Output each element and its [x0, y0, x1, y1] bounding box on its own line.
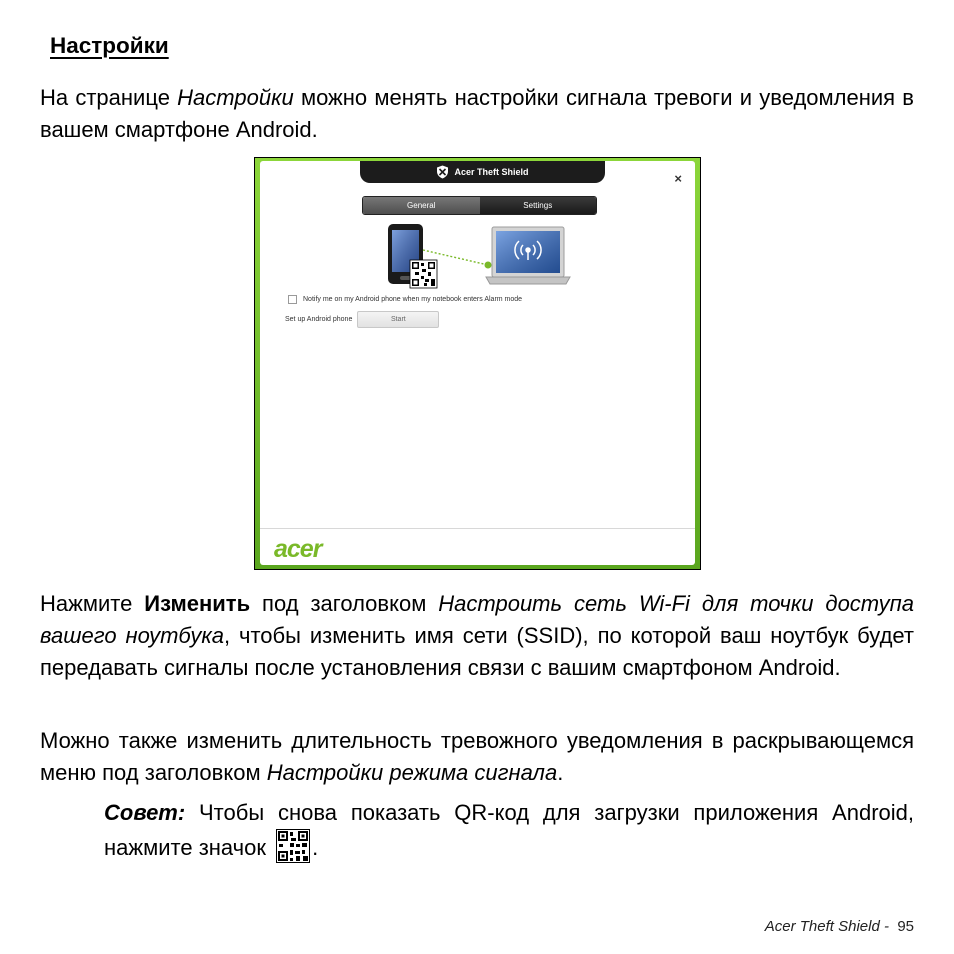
window-titlebar — [360, 161, 605, 183]
text-run: , чтобы изменить имя сети (SSID), по которой ваш ноутбук будет передавать сигналы после установления связи с вашим смартфоном Android. — [40, 623, 914, 680]
app-window — [260, 161, 695, 565]
text-run: можно менять настройки сигнала тревоги и уведомления в вашем смартфоне Android. — [40, 85, 914, 142]
tip-label: Совет: — [104, 800, 186, 825]
tab-bar — [362, 196, 597, 215]
italic-term: Настройки — [177, 85, 294, 110]
notify-checkbox[interactable] — [288, 295, 297, 304]
setup-label: Set up Android phone — [285, 316, 353, 323]
start-button[interactable]: Start — [357, 311, 439, 328]
page-footer — [765, 918, 914, 935]
alarm-duration-paragraph — [40, 725, 914, 789]
text-run: под заголовком — [250, 591, 439, 616]
notify-label: Notify me on my Android phone when my notebook enters Alarm mode — [303, 296, 523, 303]
tab-settings[interactable]: Settings — [480, 197, 597, 214]
shield-icon — [436, 165, 449, 179]
window-title: Acer Theft Shield — [454, 167, 529, 177]
notify-option-row — [288, 295, 522, 304]
italic-term: Настройки режима сигнала — [266, 760, 558, 785]
qr-code-icon — [276, 829, 310, 863]
tip-note — [104, 797, 914, 864]
edit-ssid-paragraph — [40, 588, 914, 684]
page-number: 95 — [897, 918, 914, 935]
setup-android-row — [285, 311, 439, 328]
italic-term: Настроить сеть Wi-Fi для точки доступа вашего ноутбука — [40, 591, 914, 648]
settings-window-screenshot — [254, 157, 701, 570]
tab-general[interactable]: General — [363, 197, 480, 214]
text-run: Можно также изменить длительность тревожного уведомления в раскрывающемся меню под заголовком — [40, 728, 914, 785]
page-heading: Настройки — [50, 33, 169, 58]
phone-laptop-illustration — [386, 223, 571, 293]
acer-logo: acer — [274, 535, 322, 563]
text-run: На странице — [40, 85, 178, 110]
tip-text: Чтобы снова показать QR-код для загрузки приложения Android, нажмите значок — [104, 800, 914, 860]
footer-section: Acer Theft Shield - — [764, 918, 889, 935]
close-icon[interactable]: × — [674, 171, 682, 186]
text-run: Нажмите — [40, 591, 145, 616]
tip-end: . — [312, 835, 319, 860]
text-run: . — [557, 760, 564, 785]
qr-code-icon — [410, 260, 437, 288]
intro-paragraph — [40, 82, 914, 146]
footer-divider — [260, 528, 695, 529]
bold-term: Изменить — [144, 591, 251, 616]
